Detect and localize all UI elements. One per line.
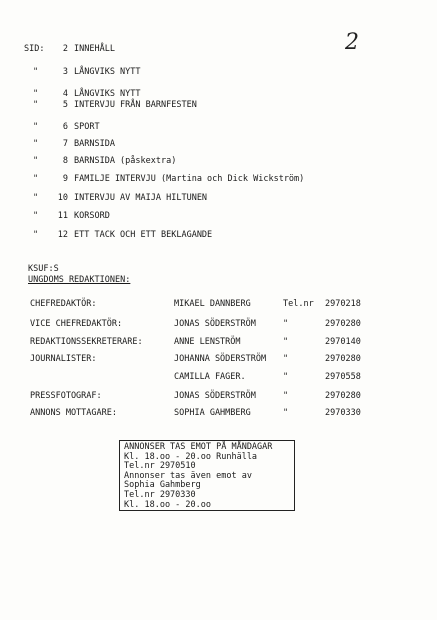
toc-page-number: 4 xyxy=(62,89,68,99)
ditto-mark: " xyxy=(33,156,39,166)
section-prefix: KSUF:S xyxy=(28,264,59,274)
staff-phone-number: 2970140 xyxy=(325,337,361,347)
toc-page-number: 5 xyxy=(62,100,68,110)
staff-name: SOPHIA GAHMBERG xyxy=(174,408,251,418)
toc-page-number: 6 xyxy=(62,122,68,132)
ditto-mark: " xyxy=(33,122,39,132)
notice-line: ANNONSER TAS EMOT PÅ MÅNDAGAR xyxy=(124,442,273,452)
toc-title: SPORT xyxy=(74,122,100,132)
toc-page-number: 3 xyxy=(62,67,68,77)
staff-name: JONAS SÖDERSTRÖM xyxy=(174,319,256,329)
toc-title: INTERVJU FRÅN BARNFESTEN xyxy=(74,100,197,110)
toc-title: BARNSIDA xyxy=(74,139,115,149)
ditto-mark: " xyxy=(33,100,39,110)
toc-title: LÅNGVIKS NYTT xyxy=(74,67,141,77)
notice-line: Annonser tas även emot av xyxy=(124,470,252,481)
toc-title: ETT TACK OCH ETT BEKLAGANDE xyxy=(74,230,213,240)
toc-title: INTERVJU AV MAIJA HILTUNEN xyxy=(74,193,208,203)
ditto-mark: " xyxy=(33,89,39,99)
staff-role: VICE CHEFREDAKTÖR: xyxy=(30,319,123,329)
advertisement-notice-box xyxy=(119,440,295,511)
staff-tel-label: " xyxy=(283,391,289,401)
section-heading: UNGDOMS REDAKTIONEN: xyxy=(28,275,131,285)
ditto-mark: " xyxy=(33,174,39,184)
staff-phone-number: 2970280 xyxy=(325,354,361,364)
toc-page-number: 11 xyxy=(57,211,68,221)
staff-phone-number: 2970280 xyxy=(325,391,361,401)
staff-tel-label: " xyxy=(283,372,289,382)
staff-name: JOHANNA SÖDERSTRÖM xyxy=(174,354,267,364)
toc-page-number: 10 xyxy=(57,193,68,203)
toc-title: INNEHÅLL xyxy=(74,44,115,54)
staff-role: JOURNALISTER: xyxy=(30,354,97,364)
staff-role: PRESSFOTOGRAF: xyxy=(30,391,102,401)
staff-tel-label: Tel.nr xyxy=(283,299,314,309)
toc-page-number: 12 xyxy=(57,230,68,240)
toc-title: FAMILJE INTERVJU (Martina och Dick Wickström) xyxy=(74,174,305,184)
ditto-mark: " xyxy=(33,193,39,203)
toc-page-number: 2 xyxy=(62,44,68,54)
staff-name: CAMILLA FAGER. xyxy=(174,372,246,382)
notice-line: Sophia Gahmberg xyxy=(124,480,201,491)
page-number: 2 xyxy=(345,30,359,55)
notice-line: Kl. 18.oo - 20.oo xyxy=(124,499,211,510)
ditto-mark: " xyxy=(33,67,39,77)
staff-name: MIKAEL DANNBERG xyxy=(174,299,251,309)
staff-tel-label: " xyxy=(283,337,289,347)
staff-role: ANNONS MOTTAGARE: xyxy=(30,408,117,418)
ditto-mark: " xyxy=(33,230,39,240)
staff-phone-number: 2970218 xyxy=(325,299,361,309)
toc-title: BARNSIDA (påskextra) xyxy=(74,156,177,166)
ditto-mark: " xyxy=(33,139,39,149)
toc-label: SID: xyxy=(24,44,45,54)
staff-tel-label: " xyxy=(283,354,289,364)
toc-page-number: 7 xyxy=(62,139,68,149)
ditto-mark: " xyxy=(33,211,39,221)
staff-phone-number: 2970280 xyxy=(325,319,361,329)
staff-name: ANNE LENSTRÖM xyxy=(174,337,241,347)
toc-title: KORSORD xyxy=(74,211,110,221)
toc-page-number: 8 xyxy=(62,156,68,166)
staff-tel-label: " xyxy=(283,408,289,418)
notice-line: Tel.nr 2970330 xyxy=(124,489,196,500)
notice-line: Kl. 18.oo - 20.oo Runhälla xyxy=(124,451,258,462)
toc-page-number: 9 xyxy=(62,174,68,184)
notice-line: Tel.nr 2970510 xyxy=(124,461,196,472)
staff-tel-label: " xyxy=(283,319,289,329)
staff-phone-number: 2970330 xyxy=(325,408,361,418)
staff-name: JONAS SÖDERSTRÖM xyxy=(174,391,256,401)
staff-role: REDAKTIONSSEKRETERARE: xyxy=(30,337,143,347)
staff-role: CHEFREDAKTÖR: xyxy=(30,299,97,309)
toc-title: LÅNGVIKS NYTT xyxy=(74,89,141,99)
staff-phone-number: 2970558 xyxy=(325,372,361,382)
